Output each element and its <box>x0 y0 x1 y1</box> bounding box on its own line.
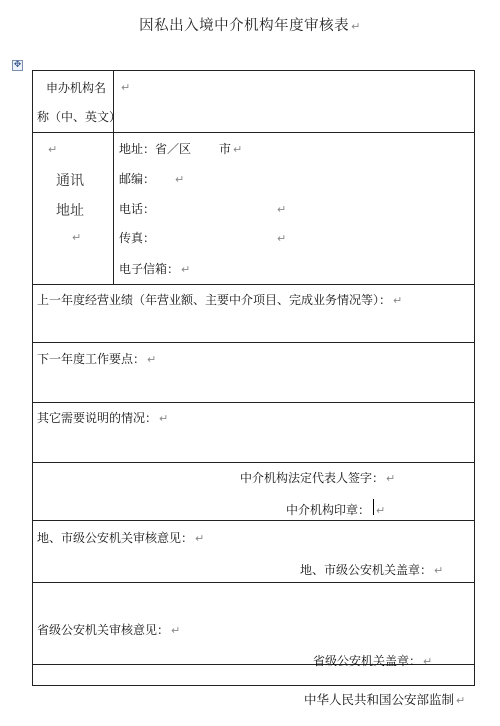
city-police-seal-field[interactable]: 地、市级公安机关盖章： ↵ <box>300 563 444 577</box>
email-field[interactable]: 电子信箱： ↵ <box>119 262 191 276</box>
city-police-review-field[interactable]: 地、市级公安机关审核意见： ↵ <box>37 531 205 545</box>
form-title: 因私出入境中介机构年度审核表 ↵ <box>139 18 361 34</box>
province-police-review-field[interactable]: 省级公安机关审核意见： ↵ <box>37 623 181 637</box>
postcode-field[interactable]: 邮编： ↵ <box>119 172 185 186</box>
paragraph-mark-icon: ↵ <box>72 231 82 244</box>
agency-seal-field[interactable]: 中介机构印章： ↵ <box>286 503 386 517</box>
fax-field[interactable]: 传真： ↵ <box>119 231 287 245</box>
org-name-field[interactable] <box>115 73 472 129</box>
paragraph-mark-icon: ↵ <box>48 143 58 156</box>
org-name-label-line1: 申办机构名 <box>46 81 107 95</box>
audit-form-table <box>32 70 475 686</box>
next-year-plan-field[interactable]: 下一年度工作要点： ↵ <box>37 352 157 366</box>
phone-field[interactable]: 电话： ↵ <box>119 202 287 216</box>
contact-label-line1: 通讯 <box>56 173 84 189</box>
paragraph-mark-icon: ↵ <box>121 81 131 94</box>
last-year-performance-field[interactable]: 上一年度经营业绩（年营业额、主要中介项目、完成业务情况等）： ↵ <box>37 293 403 307</box>
legal-rep-signature-field[interactable]: 中介机构法定代表人签字： ↵ <box>240 471 396 485</box>
address-field[interactable]: 地址：省／区 市 ↵ <box>119 142 243 156</box>
province-police-seal-field[interactable]: 省级公安机关盖章： ↵ <box>313 654 433 668</box>
other-notes-field[interactable]: 其它需要说明的情况： ↵ <box>37 411 169 425</box>
move-handle-icon[interactable]: ✥ <box>13 60 22 70</box>
footer-issuer: 中华人民共和国公安部监制 ↵ <box>304 692 466 707</box>
text-cursor <box>373 499 374 515</box>
org-name-label-line2: 称（中、英文） <box>37 110 122 124</box>
contact-label-line2: 地址 <box>56 203 84 219</box>
